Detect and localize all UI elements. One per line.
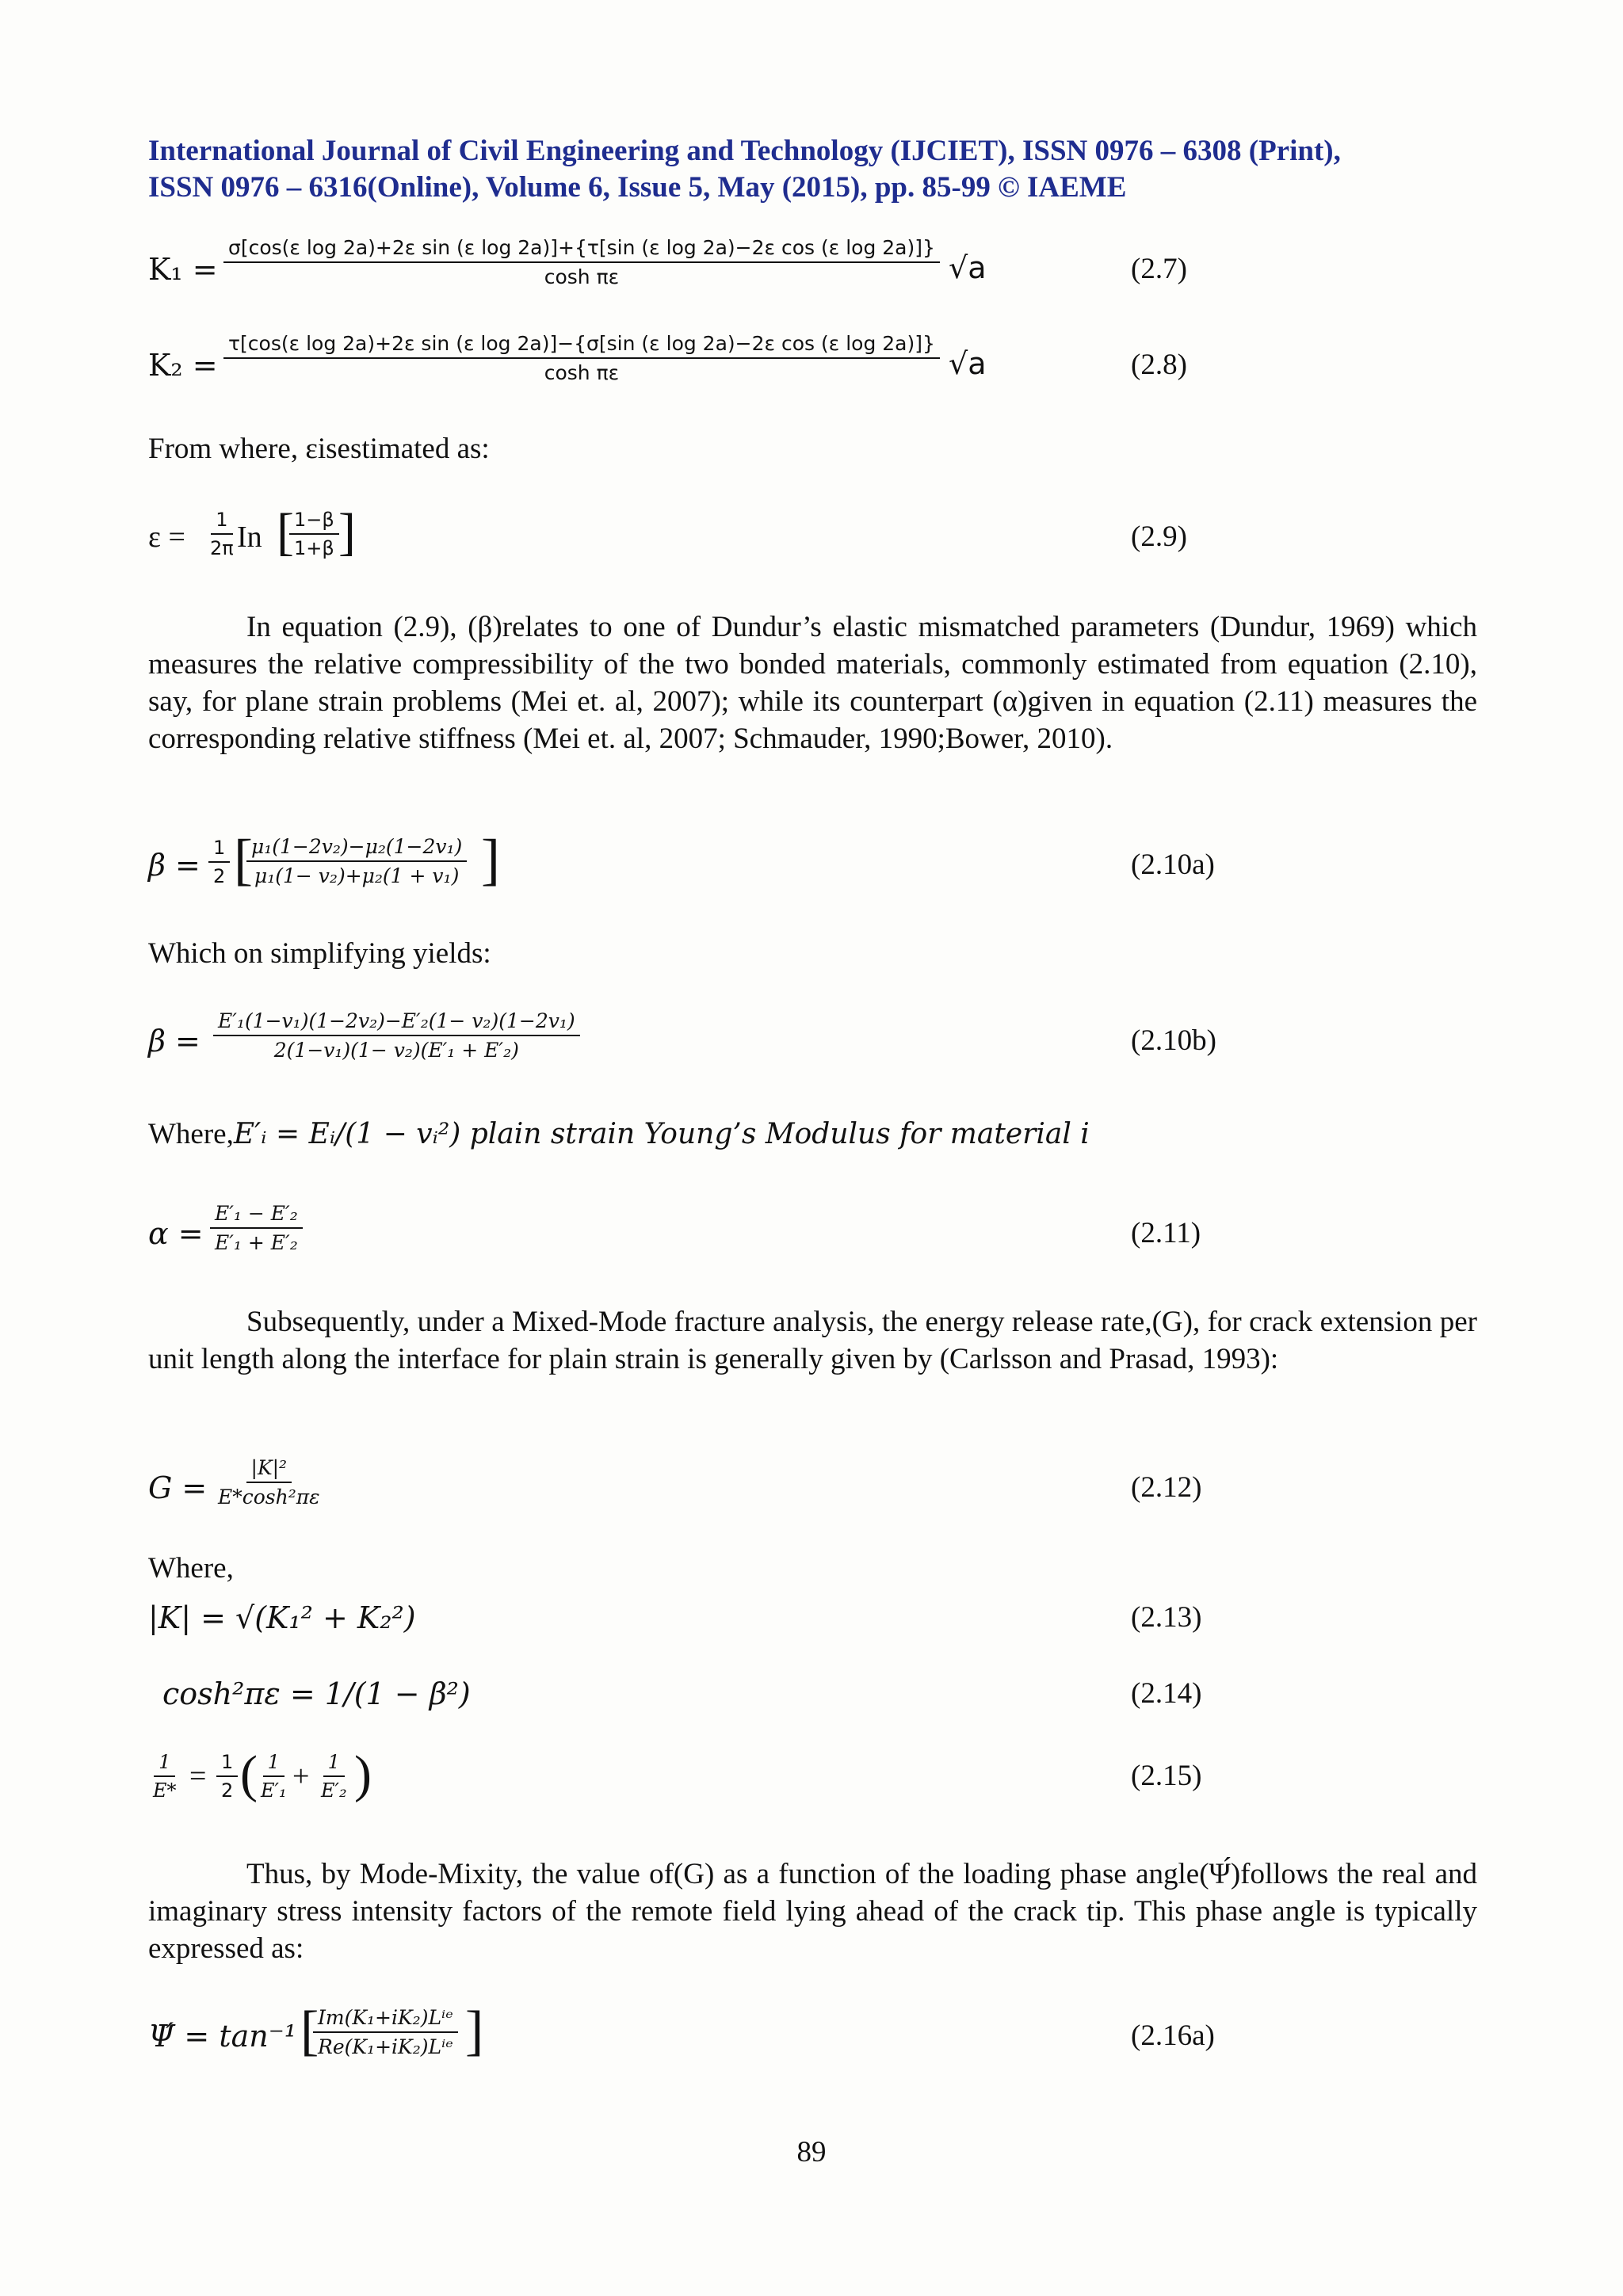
eq-2-15-t1-den: E′₁ [261, 1779, 287, 1802]
eq-2-7-sqrt: √a [949, 250, 987, 285]
eq-2-9-coef-den: 2π [210, 537, 234, 559]
eq-2-15-lhs-den: E* [153, 1779, 177, 1802]
eq-2-9-number: (2.9) [1131, 521, 1187, 553]
eq-2-15-lhs [148, 1751, 181, 1802]
equation-2-10a [148, 826, 1495, 921]
paragraph-2: Subsequently, under a Mixed-Mode fracture analysis, the energy release rate,(G), for crack extension per unit length along the interface for plain strain is generally given by (Carlsson and Prasad, 1993): [148, 1306, 1477, 1375]
eq-2-16a-right-bracket: ] [465, 2000, 484, 2061]
eq-2-16a-number: (2.16a) [1131, 2019, 1215, 2052]
eq-2-16a-fraction [313, 2006, 458, 2058]
eq-2-10a-fraction [246, 835, 467, 887]
equation-2-11 [148, 1192, 1495, 1287]
eq-2-8-number: (2.8) [1131, 349, 1187, 381]
paragraph-1: In equation (2.9), (β)relates to one of Dundur’s elastic mismatched parameters (Dundur, 1969) which measures the relative compressibility of the two bonded materials, commonly estimated from equation (2.10), say, for plane strain problems (Mei et. al, 2007); while its counterpart (α)given in equation (2.11) measures the corresponding relative stiffness (Mei et. al, 2007; Schmauder, 1990;Bower, 2010). [148, 611, 1477, 755]
eq-2-14-number: (2.14) [1131, 1677, 1202, 1710]
text-where: Where, [148, 1552, 234, 1585]
eq-2-12-denominator: E*cosh²πε [218, 1486, 320, 1508]
eq-2-15-coef-num: 1 [216, 1751, 238, 1777]
eq-2-10a-numerator: μ₁(1−2v₂)−μ₂(1−2v₁) [246, 835, 467, 862]
eq-2-15-plus: + [292, 1760, 310, 1793]
eq-2-15-number: (2.15) [1131, 1760, 1202, 1792]
eq-2-11-numerator: E′₁ − E′₂ [210, 1202, 303, 1229]
eq-2-10a-lhs: β = [148, 848, 200, 883]
eq-2-10a-coef-num: 1 [208, 837, 230, 863]
eq-2-10b-numerator: E′₁(1−v₁)(1−2v₂)−E′₂(1− v₂)(1−2v₁) [213, 1009, 580, 1036]
eq-2-12-number: (2.12) [1131, 1471, 1202, 1504]
paragraph-3: Thus, by Mode-Mixity, the value of(G) as a function of the loading phase angle(Ψ́)follows the real and imaginary stress intensity factors of the remote field lying ahead of the crack tip. This phase angle is typically expressed as: [148, 1858, 1477, 1965]
page-number: 89 [796, 2136, 827, 2168]
eq-2-7-denominator: cosh πε [544, 265, 620, 288]
eq-2-9-func: In [237, 521, 262, 554]
eq-2-11-number: (2.11) [1131, 1217, 1201, 1249]
eq-2-9-lhs: ε = [148, 521, 185, 554]
eq-2-9-fraction [289, 509, 339, 559]
eq-2-8-lhs: K₂ = [148, 348, 218, 383]
journal-header [148, 133, 1495, 206]
equation-2-10b [148, 1000, 1495, 1095]
eq-2-8-fraction [223, 332, 940, 384]
eq-2-9-coef [205, 509, 239, 559]
eq-2-13-formula: |K| = √(K₁² + K₂²) [148, 1600, 416, 1635]
eq-2-8-sqrt: √a [949, 346, 987, 381]
eq-2-10a-coef-den: 2 [213, 865, 226, 887]
eq-2-15-term-1 [256, 1751, 292, 1802]
eq-2-15-coef [216, 1751, 238, 1802]
equation-2-12 [148, 1448, 1495, 1543]
eq-2-14-formula: cosh²πε = 1/(1 − β²) [162, 1676, 471, 1711]
where-formula: E′ᵢ = Eᵢ/(1 − vᵢ²) plain strain Young’s Modulus for material i [233, 1118, 1090, 1150]
eq-2-16a-numerator: Im(K₁+iK₂)Lⁱᵉ [313, 2006, 458, 2033]
eq-2-15-term-2 [316, 1751, 352, 1802]
eq-2-10a-coef [208, 837, 230, 887]
text-simplify: Which on simplifying yields: [148, 937, 491, 970]
equation-2-13 [148, 1592, 1495, 1648]
eq-2-9-denominator: 1+β [294, 537, 334, 559]
eq-2-12-fraction [213, 1456, 325, 1508]
eq-2-10a-left-bracket: [ [234, 828, 253, 891]
eq-2-10b-denominator: 2(1−v₁)(1− v₂)(E′₁ + E′₂) [273, 1039, 519, 1062]
eq-2-10a-number: (2.10a) [1131, 849, 1215, 881]
where-line [148, 1117, 1090, 1151]
eq-2-15-t1-num: 1 [263, 1751, 285, 1777]
eq-2-9-numerator: 1−β [289, 509, 339, 535]
eq-2-15-left-paren: ( [240, 1745, 258, 1803]
eq-2-12-lhs: G = [148, 1470, 208, 1505]
eq-2-11-lhs: α = [148, 1216, 204, 1251]
where-prefix: Where, [148, 1118, 234, 1150]
equation-2-9 [148, 499, 1495, 594]
eq-2-9-left-bracket: [ [277, 503, 294, 561]
eq-2-15-lhs-num: 1 [154, 1751, 175, 1777]
eq-2-9-right-bracket: ] [338, 503, 356, 561]
eq-2-10b-number: (2.10b) [1131, 1024, 1216, 1057]
equation-2-14 [148, 1672, 1495, 1727]
eq-2-10a-right-bracket: ] [481, 828, 500, 891]
eq-2-15-right-paren: ) [354, 1745, 372, 1803]
eq-2-15-t2-num: 1 [323, 1751, 345, 1777]
equation-2-7 [148, 230, 1495, 325]
eq-2-7-lhs: K₁ = [148, 252, 218, 287]
eq-2-7-fraction [223, 236, 940, 288]
eq-2-15-t2-den: E′₂ [321, 1779, 347, 1802]
equation-2-16a [148, 1997, 1495, 2092]
eq-2-13-number: (2.13) [1131, 1601, 1202, 1634]
eq-2-11-fraction [210, 1202, 303, 1254]
header-line-2: ISSN 0976 – 6316(Online), Volume 6, Issue 5, May (2015), pp. 85-99 © IAEME [148, 171, 1127, 204]
text-from-where: From where, εisestimated as: [148, 433, 490, 465]
eq-2-8-numerator: τ[cos(ε log 2a)+2ε sin (ε log 2a)]−{σ[sin (ε log 2a)−2ε cos (ε log 2a)]} [223, 332, 940, 359]
eq-2-10a-denominator: μ₁(1− v₂)+μ₂(1 + v₁) [254, 864, 460, 887]
eq-2-15-coef-den: 2 [221, 1779, 234, 1802]
eq-2-16a-lhs: Ψ́ = tan⁻¹ [148, 2019, 297, 2054]
eq-2-16a-denominator: Re(K₁+iK₂)Lⁱᵉ [318, 2035, 453, 2058]
eq-2-9-coef-num: 1 [211, 509, 232, 535]
equation-2-8 [148, 326, 1495, 421]
eq-2-16a-left-bracket: [ [300, 2000, 319, 2061]
equation-2-15 [148, 1741, 1495, 1836]
eq-2-10b-fraction [213, 1009, 580, 1062]
eq-2-7-number: (2.7) [1131, 253, 1187, 285]
eq-2-15-equals: = [189, 1760, 207, 1793]
eq-2-11-denominator: E′₁ + E′₂ [215, 1231, 298, 1254]
header-line-1: International Journal of Civil Engineering and Technology (IJCIET), ISSN 0976 – 6308 (Print), [148, 135, 1341, 167]
eq-2-8-denominator: cosh πε [544, 361, 620, 384]
eq-2-10b-lhs: β = [148, 1024, 200, 1058]
eq-2-7-numerator: σ[cos(ε log 2a)+2ε sin (ε log 2a)]+{τ[sin (ε log 2a)−2ε cos (ε log 2a)]} [223, 236, 940, 263]
eq-2-12-numerator: |K|² [246, 1456, 292, 1483]
